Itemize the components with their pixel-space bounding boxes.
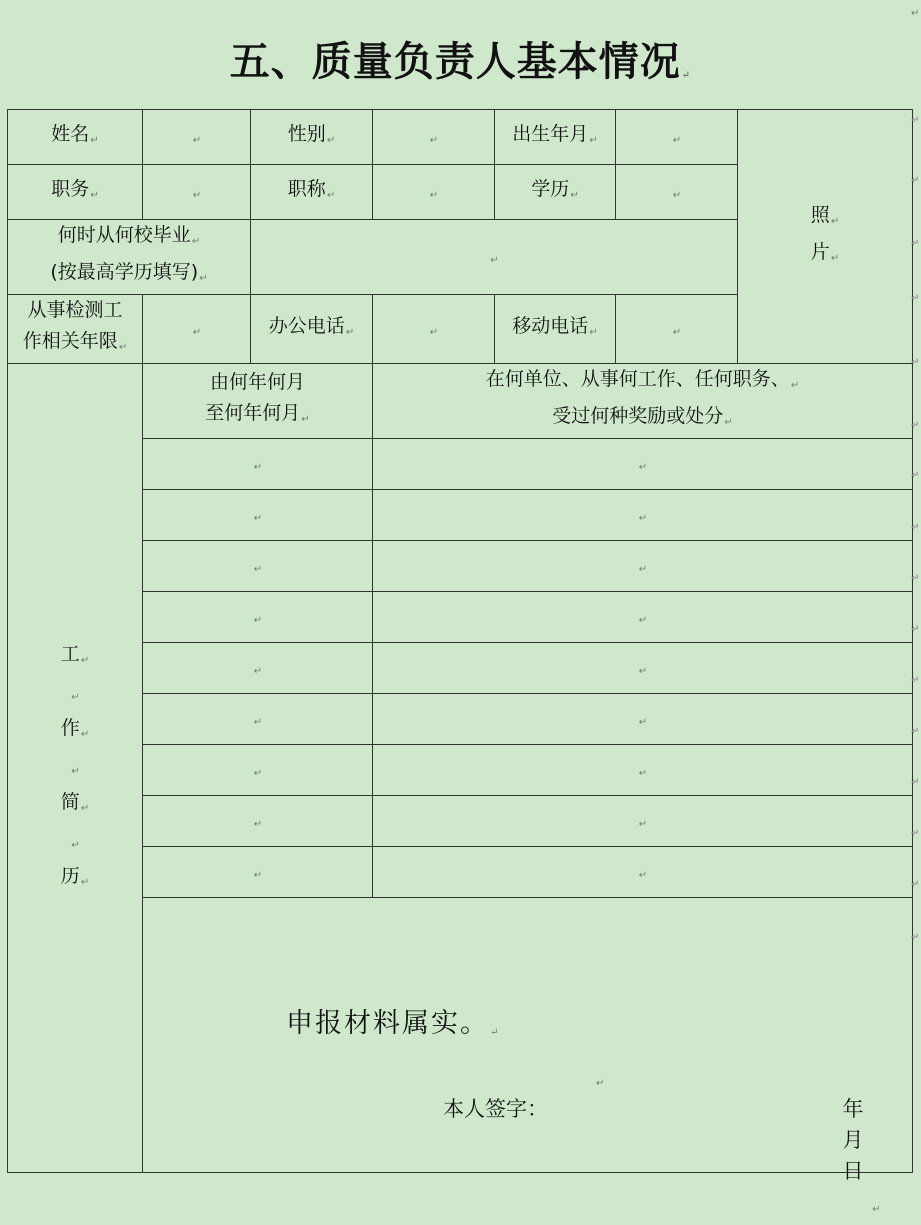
info-form <box>7 109 913 1215</box>
date-line[interactable] <box>840 1094 912 1225</box>
paragraph-mark: ↵ <box>911 932 920 943</box>
paragraph-mark: ↵ <box>911 522 920 533</box>
graduation-label: 何时从何校毕业↵ (按最高学历填写)↵ <box>8 220 251 295</box>
paragraph-mark: ↵ <box>596 1078 605 1089</box>
work-years-value-cell[interactable]: ↵ <box>143 295 251 364</box>
position-value-cell[interactable]: ↵ <box>143 165 251 220</box>
resume-period-cell[interactable]: ↵ <box>143 745 373 796</box>
paragraph-mark: ↵ <box>911 470 920 481</box>
declaration-cell <box>143 898 913 1215</box>
name-value-cell[interactable]: ↵ <box>143 110 251 165</box>
signature-field[interactable]: 本人签字： <box>443 1097 548 1121</box>
resume-period-cell[interactable]: ↵ <box>143 490 373 541</box>
title-label: 职称↵ <box>251 165 373 220</box>
paragraph-mark: ↵ <box>911 777 920 788</box>
date-year: 年 <box>842 1097 864 1121</box>
paragraph-mark: ↵ <box>911 8 920 19</box>
mobile-label: 移动电话↵ <box>495 295 616 364</box>
office-phone-value-cell[interactable]: ↵ <box>373 295 495 364</box>
position-label: 职务↵ <box>8 165 143 220</box>
gender-label: 性别↵ <box>251 110 373 165</box>
resume-detail-cell[interactable]: ↵ <box>373 541 913 592</box>
paragraph-mark: ↵ <box>911 238 920 249</box>
paragraph-mark: ↵ <box>911 115 920 126</box>
paragraph-mark: ↵ <box>911 726 920 737</box>
graduation-value-cell[interactable]: ↵ <box>251 220 738 295</box>
paragraph-mark: ↵ <box>911 675 920 686</box>
paragraph-mark: ↵ <box>911 828 920 839</box>
resume-period-cell[interactable]: ↵ <box>143 592 373 643</box>
work-years-label: 从事检测工 作相关年限↵ <box>8 295 143 364</box>
mobile-value-cell[interactable]: ↵ <box>616 295 738 364</box>
resume-detail-cell[interactable]: ↵ <box>373 847 913 898</box>
declaration-statement: 申报材料属实。↵ <box>286 1008 501 1039</box>
resume-detail-cell[interactable]: ↵ <box>373 439 913 490</box>
photo-cell[interactable]: 照↵ 片↵ <box>738 110 913 364</box>
paragraph-mark: ↵ <box>911 573 920 584</box>
paragraph-mark: ↵ <box>911 175 920 186</box>
date-month: 月 <box>842 1128 864 1152</box>
paragraph-mark: ↵ <box>911 624 920 635</box>
office-phone-label: 办公电话↵ <box>251 295 373 364</box>
resume-detail-cell[interactable]: ↵ <box>373 490 913 541</box>
education-label: 学历↵ <box>495 165 616 220</box>
education-value-cell[interactable]: ↵ <box>616 165 738 220</box>
title-value-cell[interactable]: ↵ <box>373 165 495 220</box>
resume-period-cell[interactable]: ↵ <box>143 643 373 694</box>
resume-period-cell[interactable]: ↵ <box>143 796 373 847</box>
resume-detail-cell[interactable]: ↵ <box>373 643 913 694</box>
resume-period-cell[interactable]: ↵ <box>143 541 373 592</box>
name-label: 姓名↵ <box>8 110 143 165</box>
date-day: 日↵ <box>842 1159 881 1215</box>
resume-period-header: 由何年何月 至何年何月↵ <box>143 364 373 439</box>
resume-period-cell[interactable]: ↵ <box>143 439 373 490</box>
resume-detail-cell[interactable]: ↵ <box>373 745 913 796</box>
gender-value-cell[interactable]: ↵ <box>373 110 495 165</box>
resume-side-label: 工↵ ↵ 作↵ ↵ 简↵ ↵ 历↵ <box>8 364 143 1173</box>
paragraph-mark: ↵ <box>911 420 920 431</box>
resume-period-cell[interactable]: ↵ <box>143 847 373 898</box>
birth-value-cell[interactable]: ↵ <box>616 110 738 165</box>
paragraph-mark: ↵ <box>911 357 920 368</box>
resume-detail-header: 在何单位、从事何工作、任何职务、↵ 受过何种奖励或处分↵ <box>373 364 913 439</box>
birth-label: 出生年月↵ <box>495 110 616 165</box>
resume-detail-cell[interactable]: ↵ <box>373 796 913 847</box>
page-title: 五、质量负责人基本情况↵ <box>229 38 692 85</box>
resume-period-cell[interactable]: ↵ <box>143 694 373 745</box>
resume-detail-cell[interactable]: ↵ <box>373 592 913 643</box>
paragraph-mark: ↵ <box>911 879 920 890</box>
resume-detail-cell[interactable]: ↵ <box>373 694 913 745</box>
paragraph-mark: ↵ <box>911 293 920 304</box>
